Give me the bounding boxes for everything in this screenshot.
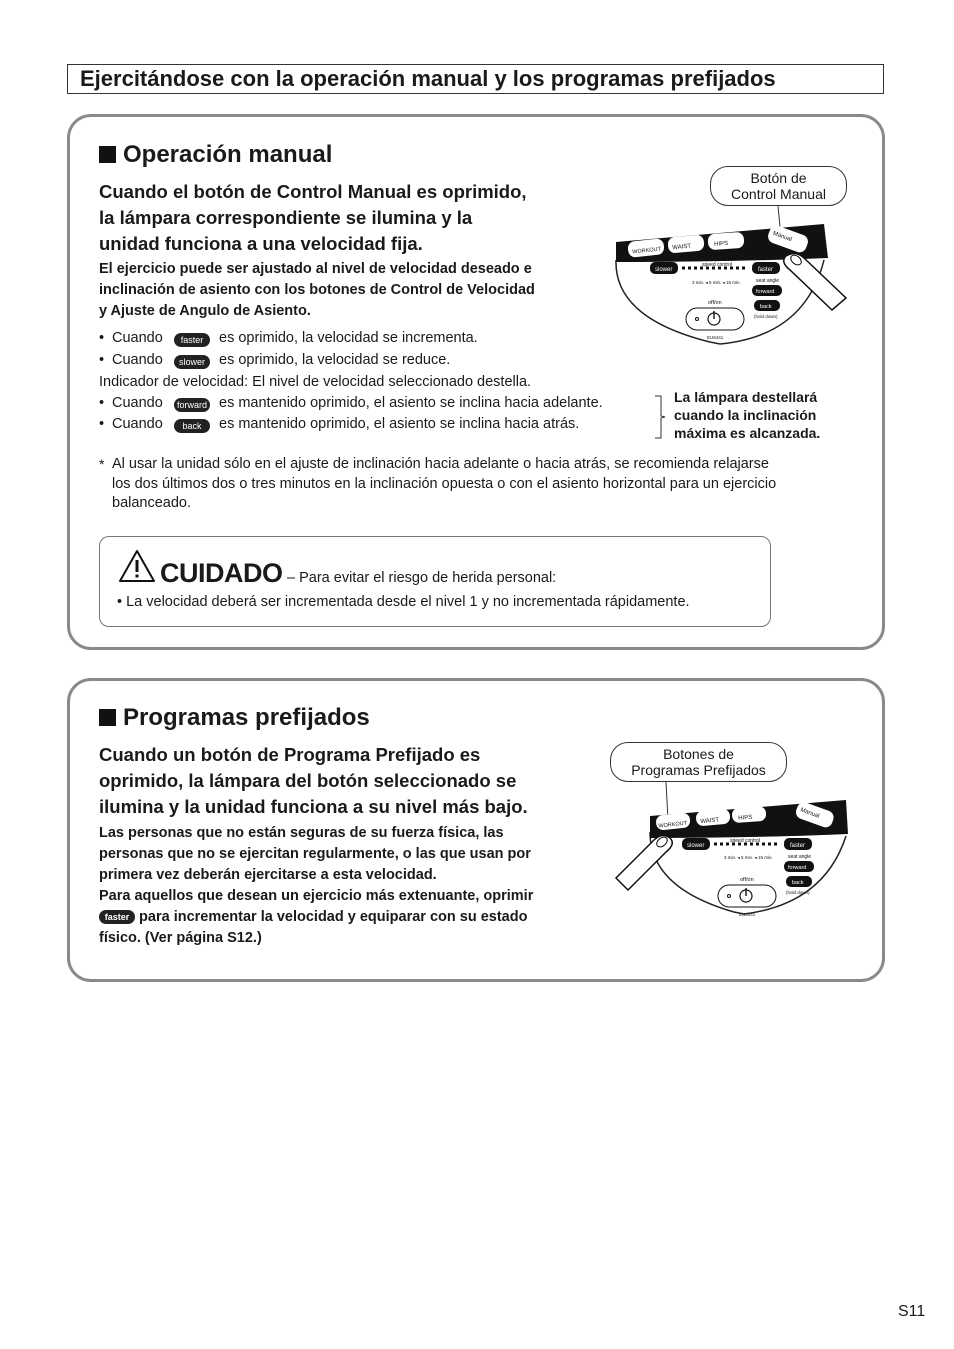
off-on-label: off/on [708,300,722,306]
footnote-line: balanceado. [112,495,192,511]
slower-button: slower [655,267,673,273]
manual-label: Manual [771,230,793,244]
hips-label: HIPS [738,814,753,822]
workout-label: WORKOUT [632,246,662,256]
preset-detail-line: Las personas que no están seguras de su fuerza física, las [99,825,504,841]
page-title-box [67,64,884,94]
manual-detail-line: y Ajuste de Angulo de Asiento. [99,303,311,319]
bullet-back: • Cuando back es mantenido oprimido, el asiento se inclina hacia atrás. [99,416,580,432]
warning-triangle-icon [118,549,156,583]
preset-detail-line: personas que no se ejercitan regularmente, o las que usan por [99,846,531,862]
slower-button-icon: slower [174,355,210,369]
footnote-line: Al usar la unidad sólo en el ajuste de inclinación hacia adelante o hacia atrás, se recomienda relajarse [112,456,769,472]
slower-button: slower [687,843,705,849]
bracket-icon [652,394,668,440]
seat-angle-label: seat angle [756,278,780,284]
timer-label: 3 min. ◂ 5 min. ◂ 15 min. [692,280,741,285]
forward-button: forward [756,289,775,295]
manual-heading [99,141,332,169]
caution-title: CUIDADO [160,558,283,588]
manual-heading-text: Operación manual [123,141,333,168]
bullet-text: es mantenido oprimido, el asiento se inclina hacia atrás. [219,416,580,432]
preset-detail-line: Para aquellos que desean un ejercicio más extenuante, oprimir [99,888,534,904]
bullet-prefix: Cuando [112,330,163,346]
manual-detail [99,259,619,322]
manual-detail-line: inclinación de asiento con los botones de Control de Velocidad [99,282,535,298]
hold-down-label: (hold down) [754,314,778,319]
bullet-prefix: Cuando [112,352,163,368]
callout-line: Programas Prefijados [631,762,766,778]
bullet-text: es oprimido, la velocidad se incrementa. [219,330,478,346]
speed-control-label: speed control [702,262,733,268]
lamp-note-line: máxima es alcanzada. [674,425,821,441]
footnote-mark: * [99,456,105,472]
bullet-text: es oprimido, la velocidad se reduce. [219,352,451,368]
manual-lead-line: la lámpara correspondiente se ilumina y la [99,207,473,228]
manual-lead-line: Cuando el botón de Control Manual es oprimido, [99,181,527,202]
back-button-icon: back [174,419,210,433]
preset-heading-text: Programas prefijados [123,704,370,731]
preset-heading [99,704,370,732]
manual-lead-line: unidad funciona a una velocidad fija. [99,233,423,254]
manual-lead [99,179,599,257]
caution-bullet: • La velocidad deberá ser incrementada desde el nivel 1 y no incrementada rápidamente. [117,594,690,610]
callout-line: Botón de [750,170,807,186]
preset-programs-callout [610,742,787,782]
preset-detail-tail: para incrementar la velocidad y equiparar con su estado [139,909,528,925]
faster-button-icon: faster [99,910,135,924]
callout-line: Botones de [663,746,734,762]
back-button: back [760,304,772,310]
control-panel-diagram-preset [614,780,854,920]
preset-lead-line: Cuando un botón de Programa Prefijado es [99,744,481,765]
preset-detail-line: primera vez deberán ejercitarse a esta velocidad. [99,867,437,883]
bullet-faster: • Cuando faster es oprimido, la velocidad se incrementa. [99,330,478,346]
faster-button: faster [758,267,774,273]
model-label: EU6441 [707,335,724,340]
lamp-note [674,388,820,442]
preset-lead-line: ilumina y la unidad funciona a su nivel más bajo. [99,796,528,817]
off-on-label: off/on [740,877,754,883]
page-number: S11 [898,1303,926,1320]
timer-label: 3 min. ◂ 5 min. ◂ 15 min. [724,855,773,860]
bullet-forward: • Cuando forward es mantenido oprimido, el asiento se inclina hacia adelante. [99,395,603,411]
footnote-line: los dos últimos dos o tres minutos en la inclinación opuesta o con el asiento horizontal para un ejercicio [112,475,777,492]
caution-subtitle: – Para evitar el riesgo de herida personal: [287,570,557,586]
faster-button: faster [790,843,806,849]
hold-down-label: (hold down) [786,890,810,895]
caution-bullet-text: La velocidad deberá ser incrementada desde el nivel 1 y no incrementada rápidamente. [126,594,690,610]
forward-button-icon: forward [174,398,210,412]
seat-angle-label: seat angle [788,854,812,860]
pre-set-label: Pre-Set Programs [692,800,733,806]
bullet-prefix: Cuando [112,416,163,432]
lamp-note-line: cuando la inclinación [674,407,817,423]
speed-indicator-text: Indicador de velocidad: El nivel de velocidad seleccionado destella. [99,374,532,390]
manual-detail-line: El ejercicio puede ser ajustado al nivel de velocidad deseado e [99,261,532,277]
waist-label: WAIST [672,243,692,252]
callout-line: Control Manual [731,186,826,202]
square-bullet-icon [99,709,116,726]
lamp-note-line: La lámpara destellará [674,389,818,405]
preset-lead [99,742,619,820]
preset-lead-line: oprimido, la lámpara del botón seleccionado se [99,770,517,791]
faster-button-icon: faster [174,333,210,347]
model-label: EU6441 [739,912,756,917]
bullet-text: es mantenido oprimido, el asiento se inclina hacia adelante. [219,395,603,411]
square-bullet-icon [99,146,116,163]
page-title: Ejercitándose con la operación manual y los programas prefijados [80,66,776,91]
preset-detail-line: físico. (Ver página S12.) [99,930,262,946]
workout-label: WORKOUT [658,820,688,830]
speed-control-label: speed control [730,838,761,844]
bullet-slower: • Cuando slower es oprimido, la velocidad se reduce. [99,352,451,368]
footnote [112,455,776,514]
hips-label: HIPS [714,240,729,248]
preset-detail-line [99,907,619,928]
preset-detail [99,823,619,949]
waist-label: WAIST [700,817,720,826]
control-panel-diagram-manual [610,200,860,348]
back-button: back [792,880,804,886]
bullet-prefix: Cuando [112,395,163,411]
manual-label: Manual [799,807,821,820]
pre-set-label: Pre-Set Programs [682,224,723,230]
forward-button: forward [788,865,807,871]
